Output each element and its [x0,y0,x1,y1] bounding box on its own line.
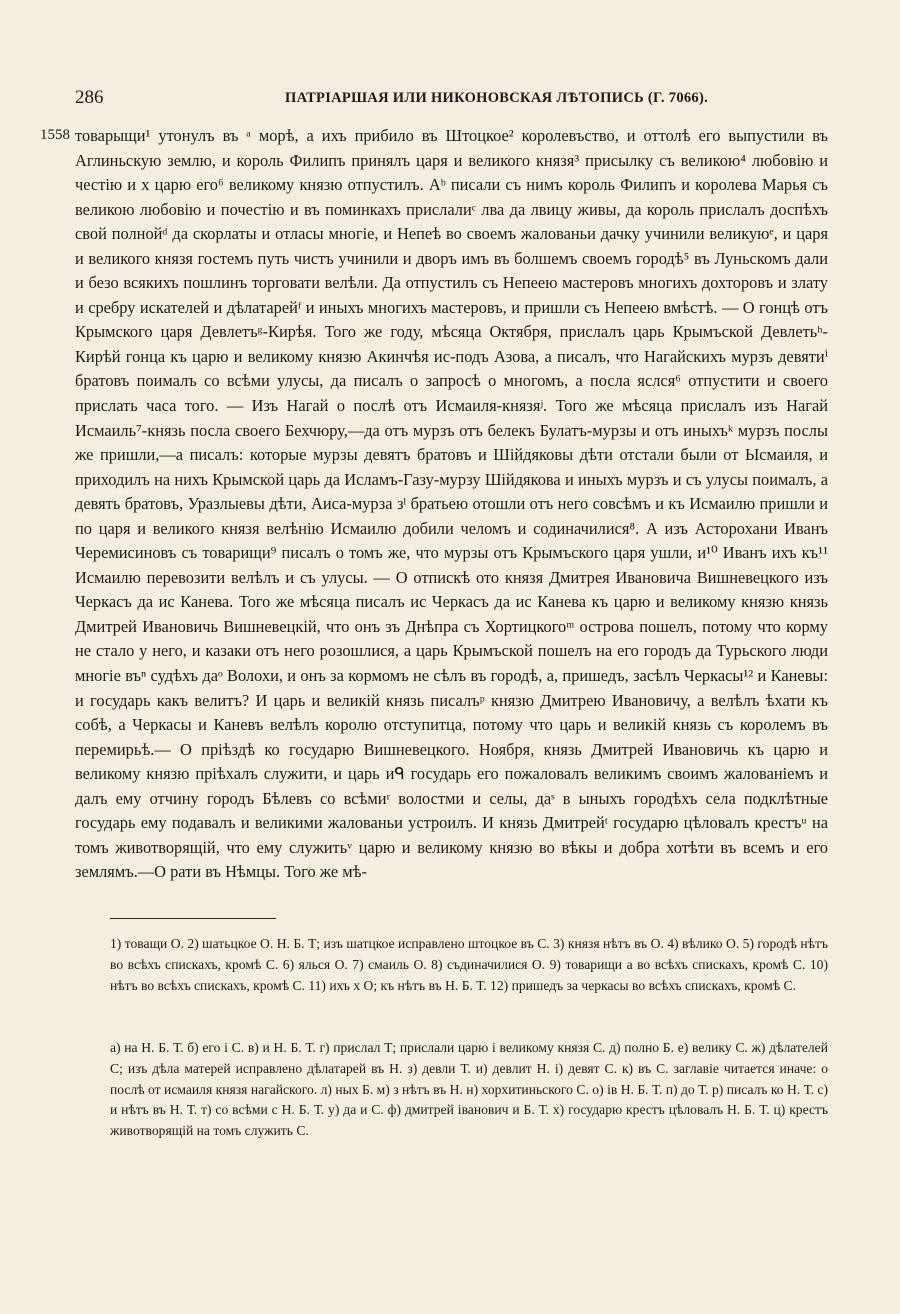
margin-year: 1558 [40,127,70,143]
footnote-divider [110,918,276,919]
lettered-variant-notes: а) на Н. Б. Т. б) его і С. в) и Н. Б. Т. г) прислал Т; прислали царю і великому князя С. д) полно Б. е) велику С. ж) дѣлателей С; изъ дѣла матерей исправлено дѣлатарей въ Н. з) девли Т. и) девлит Н. і) девят С. к) въ С. заглавіе читается иначе: о послѣ от исмаиля князя нагайского. л) ных Б. м) з нѣтъ въ Н. н) хорхитиньского С. о) ів Н. Б. Т. п) до Т. р) писалъ ко Н. Т. с) и нѣтъ въ Н. Т. т) со всѣми с Н. Б. Т. у) да и С. ф) дмитрей іванович и Б. Т. х) государю крестъ цѣловалъ Н. Б. Т. ц) крестъ животворящій на томъ служить С. [110,1040,828,1139]
running-head: ПАТРІАРШАЯ ИЛИ НИКОНОВСКАЯ ЛѢТОПИСЬ (Г. 7066). [285,90,709,106]
chronicle-body-text: товарыщи¹ утонулъ въ ᵃ морѣ, а ихъ прибило въ Штоцкое² королевъство, и оттолѣ его выпустили въ Аглиньскую землю, и король Филипъ принялъ царя и великого князя³ присылку съ великою⁴ любовію и честію и х царю его⁶ великому князю отпустилъ. Аᵇ писали съ нимъ король Филипъ и королева Марья съ великою любовію и почестію и въ поминкахъ прислалиᶜ лва да лвицу живы, да король прислалъ доспѣхъ свой полнойᵈ да скорлаты и отласы многіе, и Непеѣ во своемъ жалованьи дачку учинили великуюᵉ, и царя и великого князя гостемъ путь чистъ учинили и дворъ имъ въ болшемъ своемъ городѣ⁵ въ Луньскомъ дали и безо всякихъ пошлинъ торговати велѣли. Да отпустилъ съ Непеею мастеровъ многихъ дохторовъ и злату и сребру искателей и дѣлатарейᶠ и иныхъ многихъ мастеровъ, и пришли съ Непеею вмѣстѣ. — О гонцѣ отъ Крымского царя Девлетъᵍ-Кирѣя. Того же году, мѣсяца Октября, прислалъ царь Крымъской Девлетьʰ-Кирѣй гонца къ царю и великому князю Акинчѣя ис-подъ Азова, а писалъ, что Нагайскихъ мурзъ девятиⁱ братовъ поималъ со всѣми улусы, да писалъ о запросѣ о многомъ, а посла яслся⁶ отпустити и своего прислать часа того. — Изъ Нагай о послѣ отъ Исмаиля-князяʲ. Того же мѣсяца прислалъ изъ Нагай Исмаиль⁷-князь посла своего Бехчюру,—да отъ мурзъ отъ белекъ Булатъ-мурзы и отъ иныхъᵏ мурзъ послы же пришли,—а писалъ: которые мурзы девятъ братовъ и Шійдяковы дѣти отстали были от Ысмаиля, и приходилъ на нихъ Крымской царь да Исламъ-Газу-мурзу Шійдякова и иныхъ мурзъ и съ улусы поималъ, а девять братовъ, Уразлыевы дѣти, Аиса-мурза зˡ братьею отошли отъ него совсѣмъ и къ Исмаилю пришли и по царя и великого князя велѣнію Исмаилю добили челомъ и содиначилися⁸. А изъ Асторохани Иванъ Черемисиновъ съ товарищи⁹ писалъ о томъ же, что мурзы отъ Крымъского царя ушли, и¹⁰ Иванъ ихъ къ¹¹ Исмаилю перевозити велѣлъ и съ улусы. — О отпискѣ ото князя Дмитрея Ивановича Вишневецкого изъ Черкасъ да ис Канева. Того же мѣсяца писалъ ис Черкасъ да ис Канева къ царю и великому князю князь Дмитрей Ивановичь Вишневецкій, что онъ зъ Днѣпра съ Хортицкогоᵐ острова пошелъ, потому что корму не стало у него, и казаки отъ него розошлися, а царь Крымъской пошелъ на его городъ да Турьского люди многіе въⁿ судѣхъ даᵒ Волохи, и онъ за кормомъ не сѣлъ въ городѣ, а, пришедъ, засѣлъ Черкасы¹² и Каневы: и государь какъ велитъ? И царь и великій князь писалъᵖ князю Дмитрею Ивановичу, а велѣлъ ѣхати къ собѣ, а Черкасы и Каневъ велѣлъ королю отступитца, потому что царь и великій князь съ королемъ въ перемирьѣ.— О пріѣздѣ ко государю Вишневецкого. Ноября, князь Дмитрей Ивановичь къ царю и великому князю пріѣхалъ служити, и царь иᑫ государь его пожаловалъ великимъ своимъ жалованіемъ и далъ ему отчину городъ Бѣлевъ со всѣмиʳ волостми и селы, даˢ в ыныхъ городѣхъ села подклѣтные государь ему подавалъ и великими жалованьи устроилъ. И князь Дмитрейᵗ государю цѣловалъ крестъᵘ на томъ животворящій, что ему служитьᵛ царю и великому князю во вѣкы и добра хотѣти въ всемъ и его землямъ.—О рати въ Нѣмцы. Того же мѣ- [75,126,828,882]
numbered-footnotes: 1) товащи О. 2) шатьцкое О. Н. Б. Т; изъ шатцкое исправлено штоцкое въ С. 3) князя нѣтъ въ О. 4) вѣлико О. 5) городѣ нѣтъ во всѣхъ спискахъ, кромѣ С. 6) ялься О. 7) смаиль О. 8) съдиначилися О. 9) товарищи а во всѣхъ спискахъ, кромѣ С. 10) нѣтъ во всѣхъ спискахъ, кромѣ С. 11) ихъ х О; къ нѣтъ въ Н. Б. Т. 12) пришедъ за черкасы во всѣхъ спискахъ, кромѣ С. [110,936,828,993]
page-number: 286 [75,87,104,108]
